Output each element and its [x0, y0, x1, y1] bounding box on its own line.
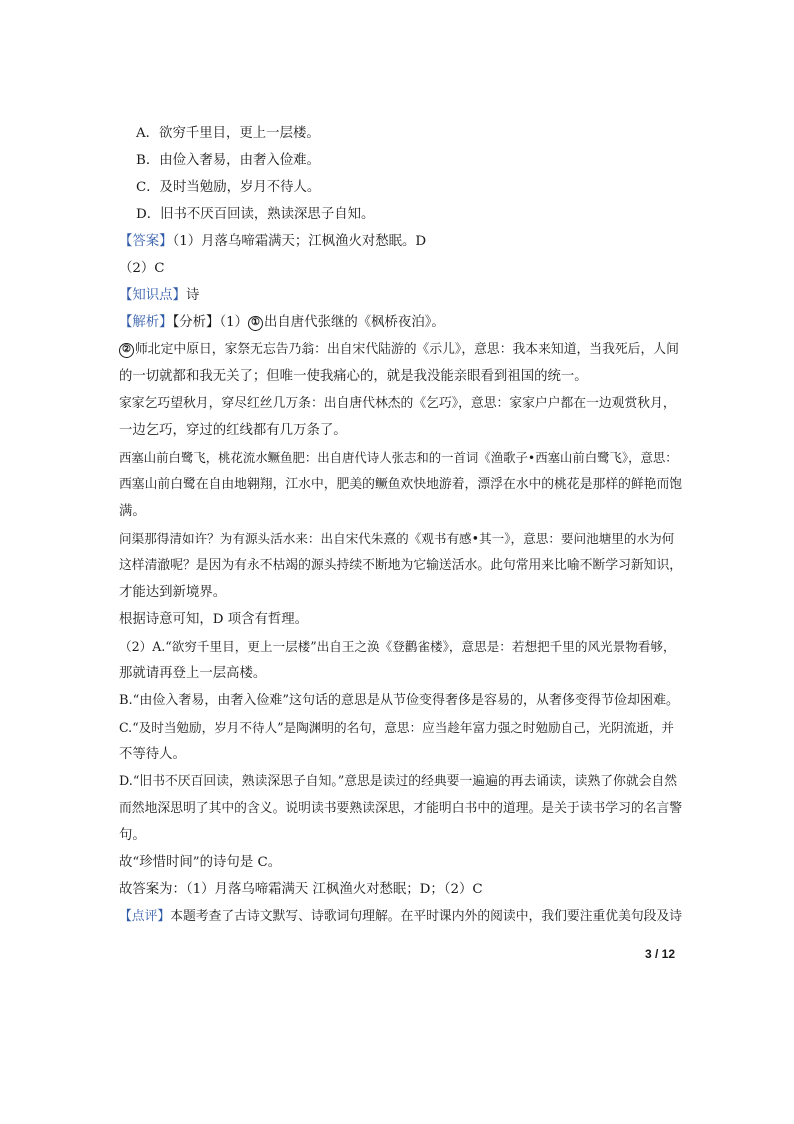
option-c: C．及时当勉励，岁月不待人。 — [136, 180, 321, 195]
analysis-line-10: 这样清澈呢？是因为有永不枯竭的源头持续不断地为它输送活水。此句常用来比喻不断学习新知识， — [119, 558, 683, 573]
circled-number-2: ② — [119, 343, 134, 358]
analysis-line-16: C.“及时当勉励，岁月不待人”是陶渊明的名句，意思：应当趁年富力强之时勉励自己，光阴流逝，并 — [119, 720, 675, 735]
analysis-line-17: 不等待人。 — [119, 747, 186, 762]
analysis-line-3: 的一切就都和我无关了；但唯一使我痛心的，就是我没能亲眼看到祖国的统一。 — [119, 369, 588, 384]
answer-tag: 【答案】 — [119, 234, 173, 249]
answer-part2: （2）C — [119, 261, 165, 276]
analysis-line-5: 一边乞巧，穿过的红线都有几万条了。 — [119, 423, 347, 438]
analysis-line-21: 故“珍惜时间”的诗句是 C。 — [119, 855, 282, 870]
option-d: D．旧书不厌百回读，熟读深思子自知。 — [136, 207, 375, 222]
analysis-line-8: 满。 — [119, 504, 146, 519]
analysis-line-11: 才能达到新境界。 — [119, 585, 227, 600]
analysis-line-15: B.“由俭入奢易，由奢入俭难”这句话的意思是从节俭变得奢侈是容易的，从奢侈变得节俭却困难。 — [119, 693, 679, 708]
analysis-line-12: 根据诗意可知，D 项含有哲理。 — [119, 612, 309, 627]
analysis-line-6: 西塞山前白鹭飞，桃花流水鳜鱼肥：出自唐代诗人张志和的一首词《渔歌子•西塞山前白鹭飞》，意思： — [119, 450, 678, 465]
option-b: B．由俭入奢易，由奢入俭难。 — [136, 153, 320, 168]
analysis-lead: 【分析】（1） — [172, 315, 249, 330]
comment-line — [119, 907, 682, 927]
circled-number-1: ① — [248, 316, 263, 331]
analysis-line-20: 句。 — [119, 828, 146, 843]
analysis-line-22: 故答案为：（1）月落乌啼霜满天 江枫渔火对愁眠；D；（2）C — [119, 882, 483, 897]
comment-tag: 【点评】 — [119, 909, 171, 924]
analysis-text-2: 师北定中原日，家祭无忘告乃翁：出自宋代陆游的《示儿》，意思：我本来知道，当我死后，人间 — [135, 342, 679, 357]
analysis-line-2 — [119, 340, 679, 360]
analysis-line-14: 那就请再登上一层高楼。 — [119, 666, 267, 681]
analysis-line-18: D.“旧书不厌百回读，熟读深思子自知。”意思是读过的经典要一遍遍的再去诵读，读熟了你就会自然 — [119, 774, 678, 789]
analysis-tag: 【解析】 — [119, 315, 173, 330]
knowledge-text: 诗 — [185, 288, 200, 303]
analysis-line-9: 问渠那得清如许？为有源头活水来：出自宋代朱熹的《观书有感•其一》，意思：要问池塘里的水为何 — [119, 531, 675, 546]
analysis-text-1: 出自唐代张继的《枫桥夜泊》。 — [264, 315, 445, 330]
comment-text: 本题考查了古诗文默写、诗歌词句理解。在平时课内外的阅读中，我们要注重优美句段及诗 — [170, 909, 683, 924]
analysis-line-1 — [119, 313, 445, 333]
analysis-line-7: 西塞山前白鹭在自由地翱翔，江水中，肥美的鳜鱼欢快地游着，漂浮在水中的桃花是那样的鲜艳而饱 — [119, 477, 683, 492]
answer-line — [119, 232, 426, 252]
knowledge-line — [119, 286, 199, 306]
analysis-line-4: 家家乞巧望秋月，穿尽红丝几万条：出自唐代林杰的《乞巧》，意思：家家户户都在一边观赏秋月， — [119, 396, 676, 411]
answer-part1: （1）月落乌啼霜满天；江枫渔火对愁眠。D — [172, 234, 427, 249]
analysis-line-19: 而然地深思明了其中的含义。说明读书要熟读深思，才能明白书中的道理。是关于读书学习的名言警 — [119, 801, 683, 816]
analysis-line-13: （2）A.“欲穷千里目，更上一层楼”出自王之涣《登鹳雀楼》，意思是：若想把千里的风光景物看够， — [119, 639, 676, 654]
page-number: 3 / 12 — [644, 947, 675, 961]
option-a: A．欲穷千里目，更上一层楼。 — [136, 126, 320, 141]
knowledge-tag: 【知识点】 — [119, 288, 186, 303]
